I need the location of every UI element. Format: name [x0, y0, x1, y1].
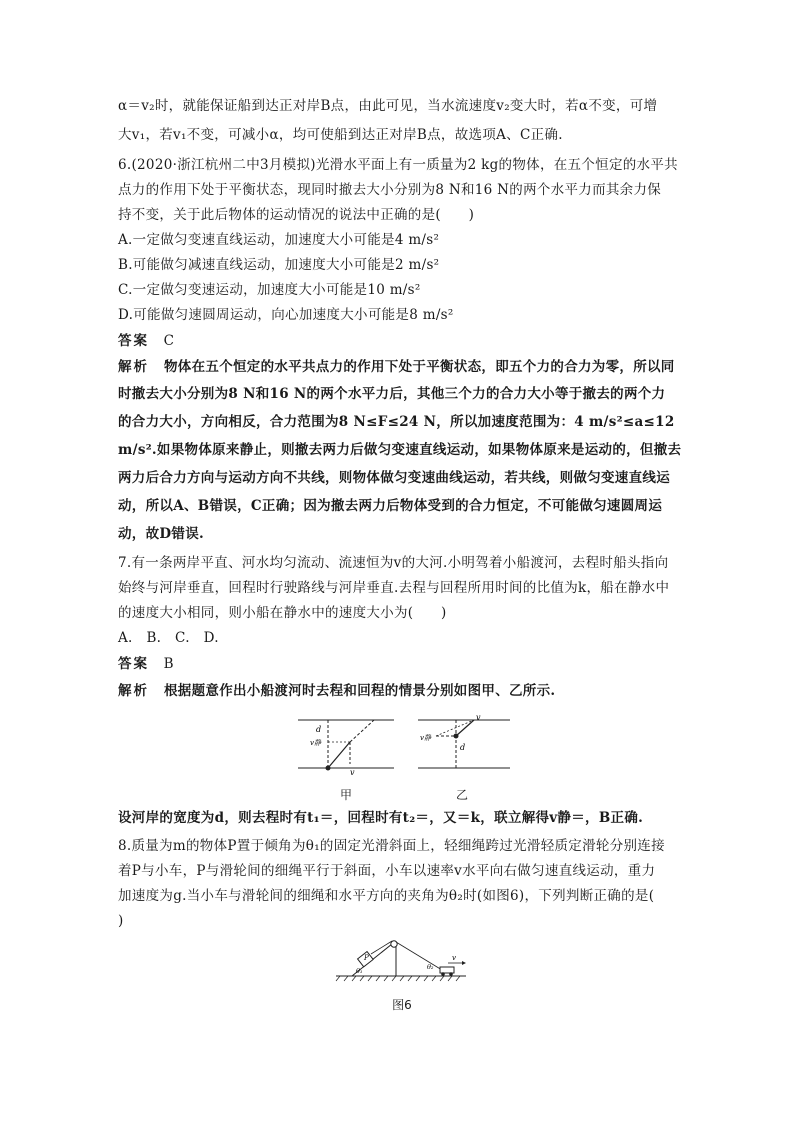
option-c: C.一定做匀变速运动，加速度大小可能是10 m/s²	[118, 282, 421, 298]
label-v: v	[452, 954, 456, 962]
figure-yi	[416, 712, 512, 782]
question-7-line: 始终与河岸垂直，回程时行驶路线与河岸垂直.去程与回程所用时间的比值为k，船在静水中	[118, 580, 670, 596]
question-7-options: A. B. C. D.	[118, 630, 219, 646]
explanation-6-line	[118, 357, 698, 377]
question-6-line: 持不变，关于此后物体的运动情况的说法中正确的是( )	[118, 207, 475, 223]
answer-6	[118, 331, 698, 351]
label-P: P	[364, 954, 369, 962]
figure-jia-caption: 甲	[339, 788, 352, 802]
question-8-line: 8.质量为m的物体P置于倾角为θ₁的固定光滑斜面上，轻细绳跨过光滑轻质定滑轮分别连接	[118, 838, 665, 854]
explanation-7-line	[118, 681, 698, 701]
explanation-7-line: 设河岸的宽度为d，则去程时有t₁＝，回程时有t₂＝，又＝k，联立解得v静＝，B正确.	[118, 810, 644, 826]
question-8-line: 加速度为g.当小车与滑轮间的细绳和水平方向的夹角为θ₂时(如图6)，下列判断正确的是(	[118, 888, 655, 904]
label-theta1: θ₁	[356, 967, 363, 975]
label-d: d	[316, 725, 322, 734]
label-v: v	[476, 713, 481, 722]
answer-label: 答案	[118, 656, 149, 672]
question-6-line: 6.(2020·浙江杭州二中3月模拟)光滑水平面上有一质量为2 kg的物体，在五个恒定的水平共	[118, 157, 678, 173]
question-7-line: 7.有一条两岸平直、河水均匀流动、流速恒为v的大河.小明驾着小船渡河，去程时船头指向	[118, 555, 669, 571]
explanation-6-line: 动，所以A、B错误，C正确；因为撤去两力后物体受到的合力恒定，不可能做匀速圆周运	[118, 498, 663, 514]
answer-value: C	[163, 333, 175, 349]
answer-value: B	[163, 656, 174, 672]
option-a: A.一定做匀变速直线运动，加速度大小可能是4 m/s²	[118, 232, 440, 248]
explanation-label: 解析	[118, 683, 149, 699]
explanation-6-line: m/s².如果物体原来静止，则撤去两力后做匀变速直线运动，如果物体原来是运动的，但撤去	[118, 442, 682, 458]
label-vjing: v静	[310, 739, 321, 747]
figure-6	[334, 938, 470, 984]
label-vjing: v静	[420, 734, 431, 742]
question-8-line: )	[118, 913, 124, 929]
option-d: D.可能做匀速圆周运动，向心加速度大小可能是8 m/s²	[118, 307, 454, 323]
figure-6-caption: 图6	[392, 998, 412, 1012]
label-v: v	[350, 768, 355, 777]
question-8-line: 着P与小车，P与滑轮间的细绳平行于斜面，小车以速率v水平向右做匀速直线运动，重力	[118, 863, 656, 879]
explanation-label: 解析	[118, 359, 149, 375]
figure-jia	[296, 712, 396, 782]
explanation-6-line: 两力后合力方向与运动方向不共线，则物体做匀变速曲线运动，若共线，则做匀变速直线运	[118, 470, 670, 486]
label-theta2: θ₂	[427, 963, 434, 971]
answer-7	[118, 654, 698, 674]
question-7-line: 的速度大小相同，则小船在静水中的速度大小为( )	[118, 605, 447, 621]
explanation-text: 物体在五个恒定的水平共点力的作用下处于平衡状态，即五个力的合力为零，所以同	[164, 359, 675, 375]
question-6-line: 点力的作用下处于平衡状态，现同时撤去大小分别为8 N和16 N的两个水平力而其余力保	[118, 182, 662, 198]
figure-yi-caption: 乙	[455, 788, 468, 802]
text-line: 大v₁，若v₁不变，可减小α，均可使船到达正对岸B点，故选项A、C正确.	[118, 127, 563, 143]
explanation-6-line: 的合力大小，方向相反，合力范围为8 N≤F≤24 N，所以加速度范围为：4 m/s²≤a≤12	[118, 414, 675, 430]
label-d: d	[460, 743, 466, 752]
answer-label: 答案	[118, 333, 149, 349]
explanation-6-line: 时撤去大小分别为8 N和16 N的两个水平力后，其他三个力的合力大小等于撤去的两个力	[118, 386, 666, 402]
explanation-6-line: 动，故D错误.	[118, 526, 205, 542]
explanation-text: 根据题意作出小船渡河时去程和回程的情景分别如图甲、乙所示.	[164, 683, 556, 699]
option-b: B.可能做匀减速直线运动，加速度大小可能是2 m/s²	[118, 257, 440, 273]
text-line: α＝v₂时，就能保证船到达正对岸B点，由此可见，当水流速度v₂变大时，若α不变，可增	[118, 98, 658, 114]
